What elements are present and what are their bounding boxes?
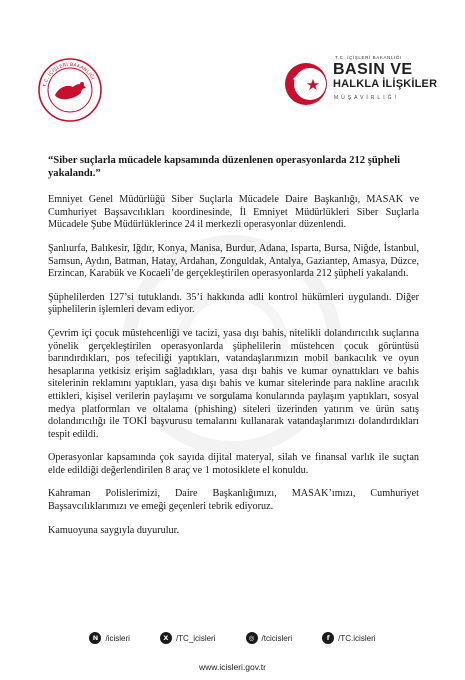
website-link[interactable]: www.icisleri.gov.tr: [199, 662, 266, 672]
paragraph: Kahraman Polislerimizi, Daire Başkanlığımızı, MASAK’ımızı, Cumhuriyet Başsavcılıklarımızı ve emeği geçenleri tebrik ediyoruz.: [48, 488, 419, 513]
paragraph: Emniyet Genel Müdürlüğü Siber Suçlarla Mücadele Daire Başkanlığı, MASAK ve Cumhuriyet Başsavcılıkları koordinesinde, İl Emniyet Müdürlükleri Siber Suçlarla Mücadele Şube Müdürlüklerince 24 il merkezli operasyonlar düzenlendi.: [48, 194, 419, 231]
svg-text:T.C. İÇİŞLERİ BAKANLIĞI: T.C. İÇİŞLERİ BAKANLIĞI: [43, 62, 95, 88]
press-release-body: [48, 155, 419, 548]
social-handle: /TC.icisleri: [338, 633, 376, 643]
paragraph: Şanlıurfa, Balıkesir, Iğdır, Konya, Manisa, Burdur, Adana, Isparta, Bursa, Niğde, İstanbul, Samsun, Aydın, Batman, Hatay, Ardahan, Zonguldak, Antalya, Gaziantep, Amasya, Düzce, Erzincan, Karabük ve Kocaeli’de gerçekleştirilen operasyonlarda 212 şüpheli yakalandı.: [48, 242, 419, 280]
crescent-star-icon: [283, 61, 329, 107]
logo-line1: BASIN VE: [333, 61, 413, 78]
social-handle: /TC_icisleri: [175, 633, 216, 643]
paragraph: Operasyonlar kapsamında çok sayıda dijital materyal, silah ve finansal varlık ile suçtan elde edildiği değerlendirilen 8 araç ve 1 motosiklete el konuldu.: [48, 452, 419, 476]
logo-line2: HALKLA İLİŞKİLER: [333, 78, 438, 90]
paragraph: Şüphelilerden 127’si tutuklandı. 35’i hakkında adli kontrol hükümleri uygulandı. Diğer şüphelilerin işlemleri devam ediyor.: [48, 291, 419, 316]
paragraph: Kamuoyuna saygıyla duyurulur.: [48, 524, 179, 536]
nsosyal-icon: N: [89, 632, 101, 644]
social-facebook[interactable]: [322, 632, 375, 644]
ministry-seal: [37, 57, 103, 123]
social-links: [0, 632, 465, 644]
facebook-icon: f: [322, 632, 334, 644]
social-nsosyal[interactable]: [89, 632, 129, 644]
logo-line3: MÜŞAVİRLİĞİ: [334, 95, 399, 101]
social-handle: /icisleri: [105, 633, 130, 643]
headline: “Siber suçlarla mücadele kapsamında düzenlenen operasyonlarda 212 şüpheli yakalandı.”: [48, 155, 401, 179]
social-handle: /tcicisleri: [261, 633, 293, 643]
social-x[interactable]: [160, 632, 216, 644]
logo-ministry: T.C. İÇİŞLERİ BAKANLIĞI: [335, 55, 402, 60]
x-icon: X: [160, 632, 172, 644]
basin-logo: [283, 55, 443, 115]
paragraph: Çevrim içi çocuk müstehcenliği ve tacizi, yasa dışı bahis, nitelikli dolandırıcılık suçlarına yönelik gerçekleştirilen operasyonlarda şüphelilerin müstehcen çocuk görüntüsü barındırdıkları, pos tefeciliği yaptıkları, vatandaşlarımızın mobil bankacılık ve oyun hesaplarına yetkisiz erişim sağladıkları, yasa dışı bahis ve kumar oynattıkları ve bahis sitelerinin reklamını yaptıkları, yasa dışı bahis ve kumar sitelerinde para nakline aracılık ettikleri, kişisel verilerin paylaşımı ve sorgulama konularında paylaşım yaptıkları, sosyal medya platformları ve oltalama (phishing) siteleri üzerinden yatırım ve ürün satış dolandırıcılığı ile TOKİ başvurusu temalarını kullanarak vatandaşlarımızı dolandırdıkları tespit edildi.: [48, 327, 419, 440]
social-instagram[interactable]: [246, 632, 293, 644]
instagram-icon: ◎: [246, 632, 258, 644]
